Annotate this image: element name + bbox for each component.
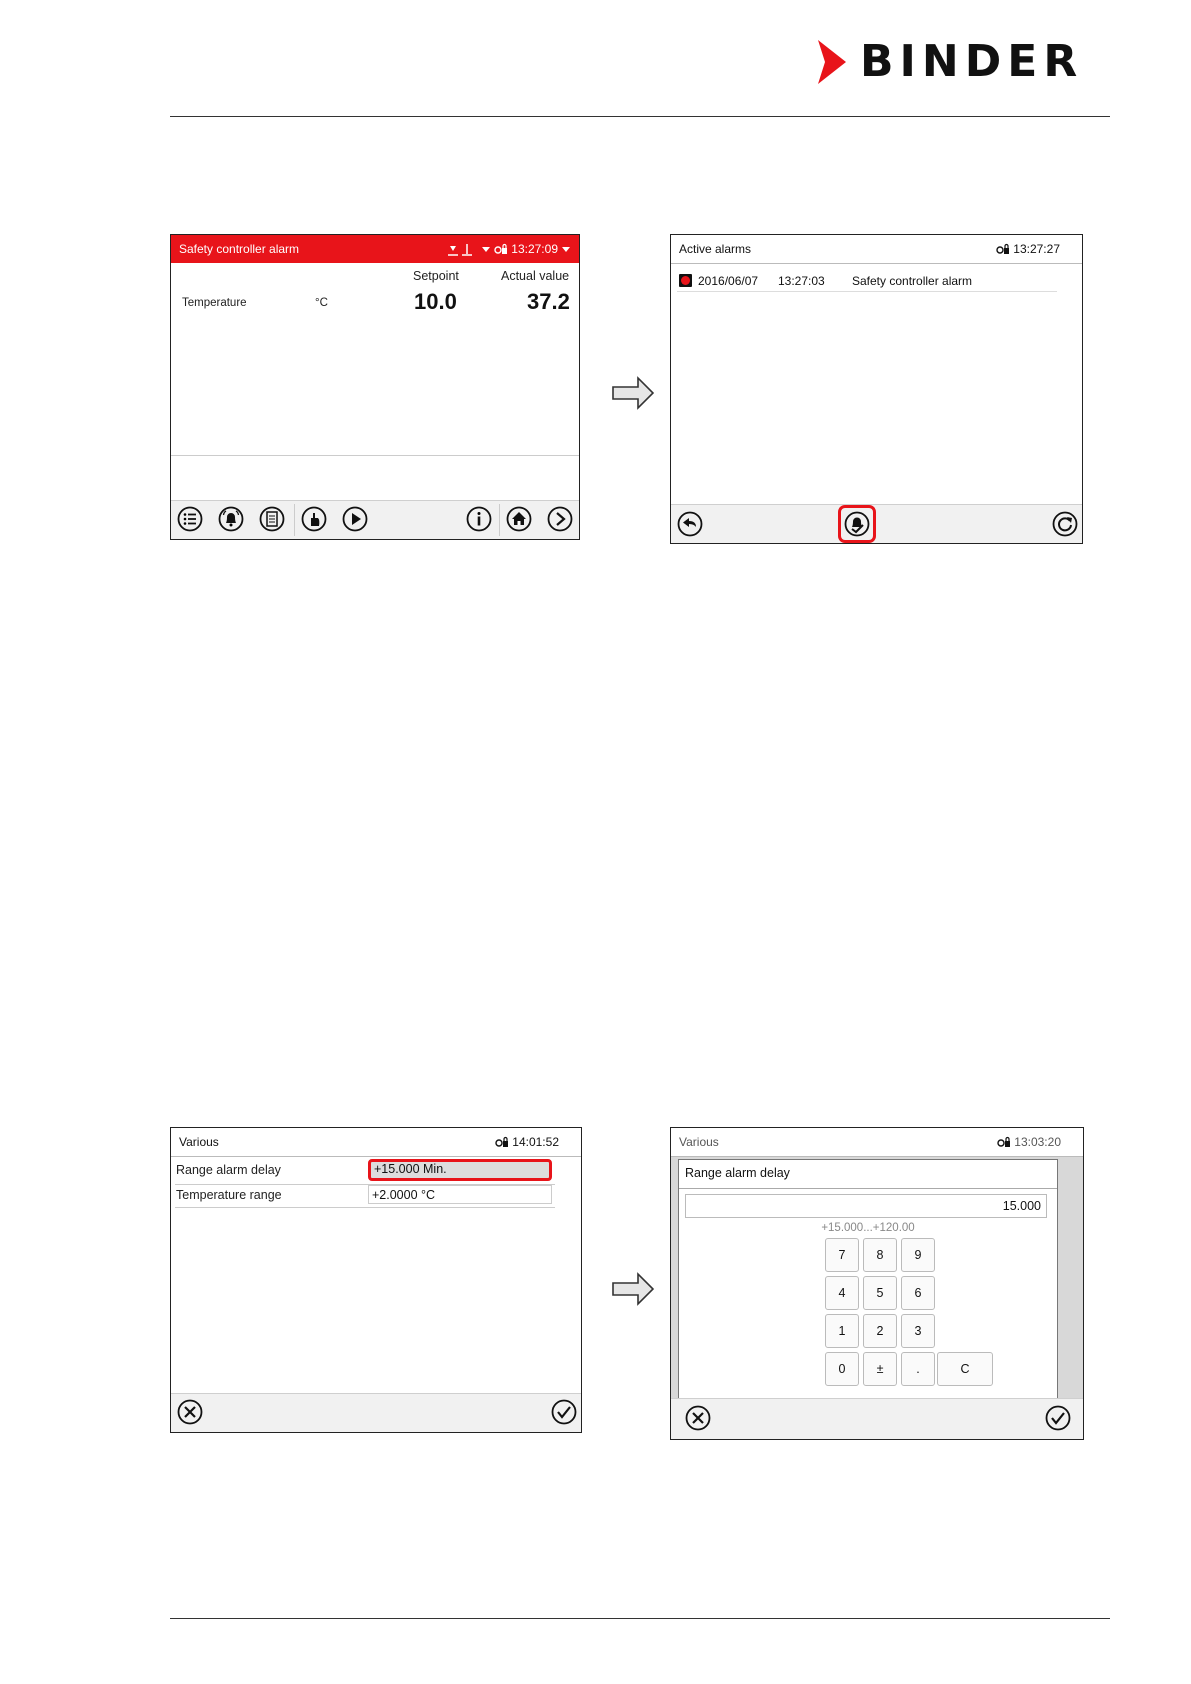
dialog-title: Range alarm delay xyxy=(685,1166,790,1180)
keypad-key[interactable]: 5 xyxy=(863,1276,897,1310)
dialog-divider xyxy=(679,1188,1057,1189)
actual-value-header: Actual value xyxy=(501,269,570,283)
screen2-footer xyxy=(671,504,1082,543)
screen3-footer xyxy=(171,1393,581,1432)
logo-text: BINDER xyxy=(860,36,1084,87)
screen-active-alarms xyxy=(670,234,1083,544)
alarm-text: Safety controller alarm xyxy=(852,274,973,288)
status-clock xyxy=(996,235,1060,263)
clock-time: 13:27:27 xyxy=(1013,242,1060,256)
user-lock-icon xyxy=(495,1135,509,1149)
titlebar xyxy=(671,235,1082,264)
keypad-key[interactable]: 3 xyxy=(901,1314,935,1348)
keypad-key[interactable]: . xyxy=(901,1352,935,1386)
home-icon[interactable] xyxy=(506,506,532,532)
numeric-entry-dialog xyxy=(678,1159,1058,1409)
cancel-icon[interactable] xyxy=(177,1399,203,1425)
user-lock-icon xyxy=(997,1135,1011,1149)
flow-arrow-icon xyxy=(612,376,654,410)
footer-rule xyxy=(170,1618,1110,1619)
value-input[interactable]: 15.000 xyxy=(685,1194,1047,1218)
screen4-footer xyxy=(671,1398,1083,1439)
cancel-icon[interactable] xyxy=(685,1405,711,1431)
range-alarm-delay-field[interactable]: +15.000 Min. xyxy=(368,1159,552,1181)
setpoint-header: Setpoint xyxy=(413,269,459,283)
screen-value-entry xyxy=(670,1127,1084,1440)
keypad-key[interactable]: 4 xyxy=(825,1276,859,1310)
clock-time: 13:27:09 xyxy=(511,242,558,256)
footer-separator xyxy=(294,504,295,536)
param-label: Range alarm delay xyxy=(176,1163,281,1177)
temperature-unit: °C xyxy=(315,297,328,309)
keypad-key[interactable]: 1 xyxy=(825,1314,859,1348)
keypad-key[interactable]: 6 xyxy=(901,1276,935,1310)
param-label: Temperature range xyxy=(176,1188,282,1202)
screen-title: Safety controller alarm xyxy=(179,242,300,256)
divider xyxy=(171,455,579,456)
temperature-setpoint[interactable]: 10.0 xyxy=(414,289,457,314)
alarm-time: 13:27:03 xyxy=(778,274,825,288)
titlebar xyxy=(171,1128,581,1157)
screen-various xyxy=(170,1127,582,1433)
allowed-range: +15.000...+120.00 xyxy=(821,1222,915,1234)
confirm-icon[interactable] xyxy=(551,1399,577,1425)
keypad-key[interactable]: ± xyxy=(863,1352,897,1386)
temperature-actual: 37.2 xyxy=(527,289,570,314)
user-lock-icon xyxy=(996,242,1010,256)
confirm-icon[interactable] xyxy=(1045,1405,1071,1431)
status-clock xyxy=(446,235,571,263)
notes-icon[interactable] xyxy=(259,506,285,532)
footer-separator xyxy=(499,504,500,536)
binder-logo xyxy=(818,38,1110,86)
keypad-key[interactable]: 2 xyxy=(863,1314,897,1348)
alarm-list-item[interactable] xyxy=(677,271,1057,292)
highlight-frame xyxy=(838,505,876,543)
header-rule xyxy=(170,116,1110,117)
alarm-date: 2016/06/07 xyxy=(698,274,759,288)
keypad-key[interactable]: 8 xyxy=(863,1238,897,1272)
temperature-range-field[interactable]: +2.0000 °C xyxy=(368,1185,552,1204)
dropdown-icon[interactable] xyxy=(481,244,491,254)
dropdown-icon[interactable] xyxy=(561,244,571,254)
keypad-key[interactable]: 7 xyxy=(825,1238,859,1272)
screen-safety-alarm xyxy=(170,234,580,540)
temperature-label: Temperature xyxy=(182,297,247,309)
user-lock-icon xyxy=(494,242,508,256)
refresh-icon[interactable] xyxy=(1052,511,1078,537)
alarm-indicator-icon xyxy=(679,274,692,287)
menu-icon[interactable] xyxy=(177,506,203,532)
back-icon[interactable] xyxy=(677,511,703,537)
next-icon[interactable] xyxy=(547,506,573,532)
alarm-titlebar xyxy=(171,235,579,263)
keypad-key[interactable]: 9 xyxy=(901,1238,935,1272)
titlebar xyxy=(671,1128,1083,1157)
clock-time: 13:03:20 xyxy=(1014,1135,1061,1149)
hand-operation-icon[interactable] xyxy=(301,506,327,532)
info-icon[interactable] xyxy=(466,506,492,532)
status-clock xyxy=(495,1128,559,1156)
screen-title: Various xyxy=(179,1135,219,1149)
keypad-key[interactable]: 0 xyxy=(825,1352,859,1386)
flow-arrow-icon xyxy=(612,1272,654,1306)
keypad-key[interactable]: C xyxy=(937,1352,993,1386)
logo-triangle-icon xyxy=(818,40,846,84)
clock-time: 14:01:52 xyxy=(512,1135,559,1149)
screen-title: Various xyxy=(679,1135,719,1149)
alarm-bell-icon[interactable] xyxy=(218,506,244,532)
screen1-footer xyxy=(171,500,579,539)
play-icon[interactable] xyxy=(342,506,368,532)
status-clock xyxy=(997,1128,1061,1156)
door-status-icon xyxy=(446,242,478,256)
screen-title: Active alarms xyxy=(679,242,752,256)
row-divider xyxy=(175,1207,555,1208)
